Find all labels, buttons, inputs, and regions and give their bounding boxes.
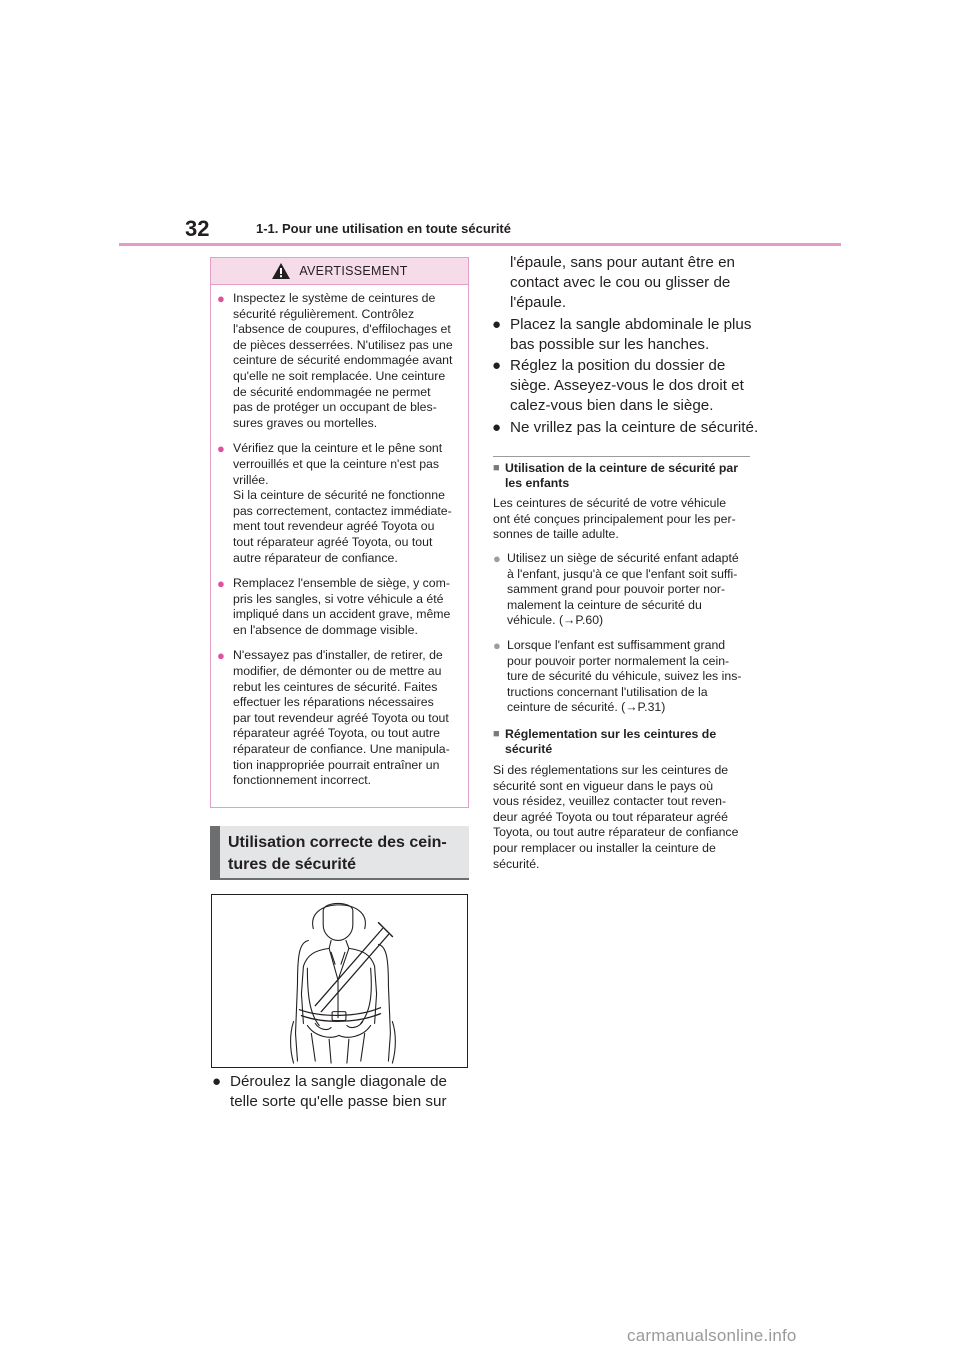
paragraph: Les ceintures de sécurité de votre véhicule ont été conçues principalement pour les per- sonnes de taille adulte. <box>493 496 736 542</box>
warning-item <box>217 441 458 566</box>
warning-item <box>217 576 458 638</box>
heading-accent <box>210 826 220 878</box>
warning-box <box>210 257 469 808</box>
bullet-dot-icon: ● <box>492 357 502 374</box>
warning-list <box>211 285 468 789</box>
subsection-title: Utilisation de la ceinture de sécurité par les enfants <box>505 461 739 490</box>
bullet-dot-icon: ● <box>493 638 501 653</box>
instruction-text: Placez la sangle abdominale le plus bas possible sur les hanches. <box>510 316 752 353</box>
warning-triangle-icon <box>271 262 291 280</box>
paragraph: Si des réglementations sur les ceintures de sécurité sont en vigueur dans le pays où vous résidez, veuillez contacter tout reven- deur agréé Toyota ou tout réparateur agréé Toyota, ou tout autre réparateur de confiance pour remplacer ou installer la ceinture de sécurité. <box>493 763 739 871</box>
warning-item-text: Remplacez l'ensemble de siège, y com- pris les sangles, si votre véhicule a été impliqué dans un accident grave, même en l'absence de dommage visible. <box>233 576 451 637</box>
section-divider <box>493 456 750 457</box>
warning-item <box>217 648 458 788</box>
instruction-text: Réglez la position du dossier de siège. Asseyez-vous le dos droit et calez-vous bien dans le siège. <box>510 357 744 414</box>
subsection-heading <box>493 727 716 757</box>
warning-item-text: Inspectez le système de ceintures de sécurité régulièrement. Contrôlez l'absence de coupures, d'effilochages et de pièces desserrées. N'utilisez pas une ceinture de sécurité endommagée avant qu'elle ne soit remplacée. Une ceinture de sécurité endommagée ne permet pas de protéger un occupant de bles- sures graves ou mortelles. <box>233 291 453 430</box>
bullet-dot-icon: ● <box>217 648 225 664</box>
list-item <box>493 638 741 716</box>
bullet-dot-icon: ● <box>217 291 225 306</box>
bullet-dot-icon: ● <box>492 316 502 333</box>
instruction-text: Déroulez la sangle diagonale de telle sorte qu'elle passe bien sur <box>230 1073 448 1110</box>
bullet-dot-icon: ● <box>217 441 225 457</box>
page-number: 32 <box>185 216 210 241</box>
warning-header <box>211 258 468 285</box>
list-item-text: Utilisez un siège de sécurité enfant adapté à l'enfant, jusqu'à ce que l'enfant soit suffi- samment grand pour pouvoir porter nor- malement la ceinture de sécurité du véhicule. (→P.60) <box>507 551 739 628</box>
bullet-dot-icon: ● <box>212 1073 222 1090</box>
bullet-dot-icon: ● <box>493 551 501 566</box>
square-bullet-icon: ■ <box>493 728 500 740</box>
instruction-bullet <box>492 418 758 438</box>
warning-title: AVERTISSEMENT <box>299 264 408 278</box>
list-item-text: Lorsque l'enfant est suffisamment grand pour pouvoir porter normalement la cein- ture de sécurité du véhicule, suivez les ins- tructions concernant l'utilisation de la ceinture de sécurité. (→P.31) <box>507 638 742 715</box>
instruction-continuation: l'épaule, sans pour autant être en contact avec le cou ou glisser de l'épaule. <box>510 254 735 311</box>
warning-item-text: Vérifiez que la ceinture et le pêne sont verrouillés et que la ceinture n'est pas vrillée. Si la ceinture de sécurité ne fonctionne pas correctement, contactez immédiate- ment tout revendeur agréé Toyota ou tout réparateur agréé Toyota, ou tout autre réparateur de confiance. <box>233 441 452 565</box>
warning-item-text: N'essayez pas d'installer, de retirer, de modifier, de démonter ou de mettre au rebut les ceintures de sécurité. Faites effectuer les réparations nécessaires par tout revendeur agréé Toyota ou tout réparateur agréé Toyota, ou tout autre réparateur de confiance. Une manipula- tion inappropriée pourrait entraîner un fonctionnement incorrect. <box>233 648 450 788</box>
header-rule <box>119 243 841 246</box>
bullet-dot-icon: ● <box>217 576 225 592</box>
bullet-dot-icon: ● <box>492 419 502 436</box>
section-heading <box>210 826 469 880</box>
subsection-heading <box>493 461 738 491</box>
warning-item <box>217 291 458 431</box>
watermark: carmanualsonline.info <box>627 1326 797 1345</box>
square-bullet-icon: ■ <box>493 462 500 474</box>
section-heading-text: Utilisation correcte des cein- tures de sécurité <box>228 834 447 873</box>
instruction-bullet <box>492 356 744 416</box>
instruction-text: Ne vrillez pas la ceinture de sécurité. <box>510 419 759 436</box>
section-title: 1-1. Pour une utilisation en toute sécurité <box>256 221 511 236</box>
subsection-title: Réglementation sur les ceintures de sécurité <box>505 727 717 756</box>
instruction-bullet <box>212 1072 447 1112</box>
instruction-bullet <box>492 315 751 355</box>
list-item <box>493 551 739 629</box>
seatbelt-illustration <box>211 894 468 1068</box>
